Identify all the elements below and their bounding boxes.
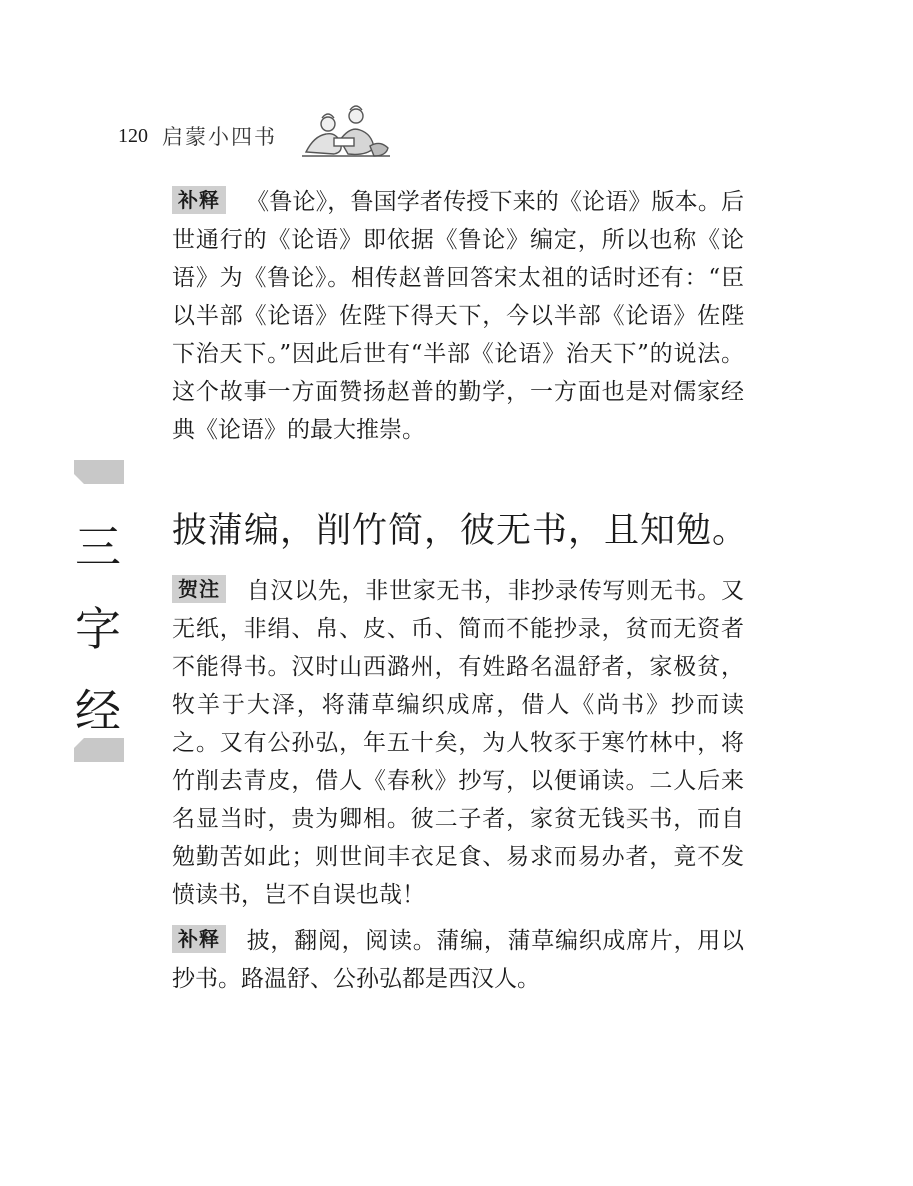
page-header (118, 116, 277, 156)
supplement-tag: 补释 (172, 925, 226, 953)
marker-bar-bottom-icon (74, 738, 124, 762)
marker-bar-top-icon (74, 460, 124, 484)
supplement-text: 《鲁论》，鲁国学者传授下来的《论语》版本。后世通行的《论语》即依据《鲁论》编定，所以也称《论语》为《鲁论》。相传赵普回答宋太祖的话时还有：“臣以半部《论语》佐陛下得天下，今以半部《论语》佐陛下治天下。”因此后世有“半部《论语》治天下”的说法。这个故事一方面赞扬赵普的勤学，一方面也是对儒家经典《论语》的最大推崇。 (172, 189, 744, 443)
annotation-text: 自汉以先，非世家无书，非抄录传写则无书。又无纸，非绢、帛、皮、币、简而不能抄录，贫而无资者不能得书。汉时山西潞州，有姓路名温舒者，家极贫，牧羊于大泽，将蒲草编织成席，借人《尚书》抄而读之。又有公孙弘，年五十矣，为人牧豕于寒竹林中，将竹削去青皮，借人《春秋》抄写，以便诵读。二人后来名显当时，贵为卿相。彼二子者，家贫无钱买书，而自勉勤苦如此；则世间丰衣足食、易求而易办者，竟不发愤读书，岂不自误也哉！ (172, 578, 744, 908)
supplement-text: 披，翻阅，阅读。蒲编，蒲草编织成席片，用以抄书。路温舒、公孙弘都是西汉人。 (172, 928, 744, 992)
section-char-3: 经 (75, 684, 121, 738)
annotation-tag: 贺注 (172, 575, 226, 603)
supplement-note-1 (172, 183, 744, 449)
supplement-tag: 补释 (172, 186, 226, 214)
annotation-block (172, 572, 744, 914)
scholars-reading-illustration-icon (300, 96, 392, 158)
section-char-1: 三 (75, 520, 121, 574)
book-title: 启蒙小四书 (162, 125, 277, 149)
page-number: 120 (118, 124, 148, 147)
section-char-2: 字 (75, 602, 121, 656)
section-marker (70, 460, 126, 770)
section-title-vertical (70, 506, 126, 752)
supplement-note-2 (172, 922, 744, 998)
verse-line: 披蒲编，削竹简，彼无书，且知勉。 (172, 511, 749, 551)
